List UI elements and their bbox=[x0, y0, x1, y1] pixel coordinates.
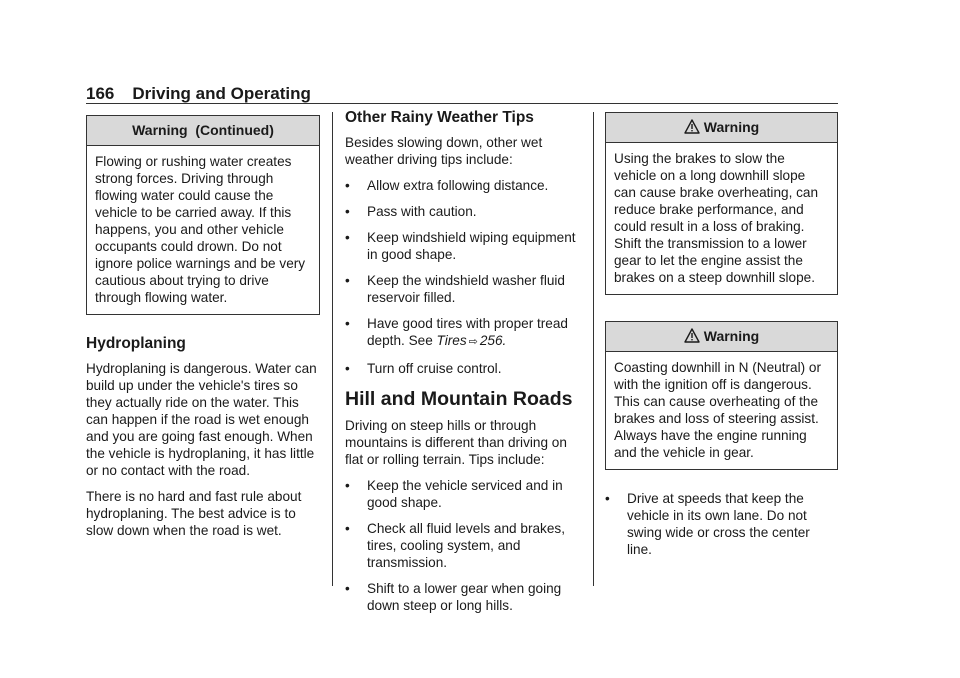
bullet: • bbox=[345, 478, 350, 493]
page-ref-arrow-icon: ⇨ bbox=[468, 336, 478, 348]
column-1 bbox=[86, 115, 320, 548]
warning-continued-box bbox=[86, 115, 320, 315]
list-item: • Keep the vehicle serviced and in good shape. bbox=[345, 478, 563, 510]
bullet: • bbox=[345, 273, 350, 288]
list-item: • Have good tires with proper tread depth. See Tires ⇨ 256. bbox=[345, 316, 568, 348]
bullet: • bbox=[345, 581, 350, 596]
tires-link[interactable]: Tires bbox=[436, 333, 467, 348]
warning-box-coasting bbox=[605, 321, 838, 470]
column-3 bbox=[605, 112, 838, 567]
page-number: 166 bbox=[86, 84, 115, 103]
hydroplaning-paragraph-2: There is no hard and fast rule about hydroplaning. The best advice is to slow down when the road is wet. bbox=[86, 489, 302, 538]
hill-mountain-heading: Hill and Mountain Roads bbox=[345, 388, 573, 410]
column-2 bbox=[345, 109, 581, 623]
bullet: • bbox=[345, 521, 350, 536]
warning-text-coasting: Coasting downhill in N (Neutral) or with the ignition off is dangerous. This can cause overheating of the brakes and loss of steering assist. Always have the engine running and the vehicle in gear. bbox=[614, 360, 822, 460]
warning-box-brakes bbox=[605, 112, 838, 295]
hydroplaning-paragraph-1: Hydroplaning is dangerous. Water can build up under the vehicle's tires so they actually ride on the water. This can happen if the road is wet enough and you are going fast enough. When the vehicle is hydroplaning, it has little or no contact with the road. bbox=[86, 361, 317, 478]
rainy-tips-intro: Besides slowing down, other wet weather driving tips include: bbox=[345, 135, 543, 167]
bullet: • bbox=[345, 178, 350, 193]
warning-triangle-icon bbox=[684, 328, 700, 343]
warning-title-coasting: Warning bbox=[606, 322, 837, 352]
bullet: • bbox=[345, 204, 350, 219]
tires-page-ref[interactable]: 256. bbox=[479, 333, 507, 348]
warning-continued-title: Warning (Continued) bbox=[87, 116, 319, 146]
list-item: • Turn off cruise control. bbox=[345, 361, 502, 376]
bullet: • bbox=[345, 361, 350, 376]
list-item: • Shift to a lower gear when going down steep or long hills. bbox=[345, 581, 562, 613]
hydroplaning-heading: Hydroplaning bbox=[86, 335, 186, 352]
warning-text-brakes: Using the brakes to slow the vehicle on a long downhill slope can cause brake overheating, can reduce brake performance, and could result in a loss of braking. Shift the transmission to a lower gear to let the engine assist the brakes on a steep downhill slope. bbox=[614, 151, 819, 285]
list-item: • Allow extra following distance. bbox=[345, 178, 549, 193]
page-header bbox=[86, 84, 838, 104]
list-item: • Pass with caution. bbox=[345, 204, 477, 219]
hill-intro: Driving on steep hills or through mountains is different than driving on flat or rolling terrain. Tips include: bbox=[345, 418, 567, 467]
warning-continued-text: Flowing or rushing water creates strong forces. Driving through flowing water could cause the vehicle to be carried away. If this happens, you and other vehicle occupants could drown. Do not ignore police warnings and be very cautious about trying to drive through flowing water. bbox=[95, 154, 306, 305]
warning-title-brakes: Warning bbox=[606, 113, 837, 143]
bullet: • bbox=[345, 316, 350, 331]
bullet: • bbox=[605, 491, 610, 506]
rainy-tips-heading: Other Rainy Weather Tips bbox=[345, 109, 534, 126]
section-title: Driving and Operating bbox=[132, 84, 311, 103]
rainy-tips-list bbox=[345, 177, 581, 377]
header-rule bbox=[86, 103, 838, 104]
warning-triangle-icon bbox=[684, 119, 700, 134]
list-item: • Keep windshield wiping equipment in good shape. bbox=[345, 230, 576, 262]
speed-tips-list bbox=[605, 490, 838, 558]
list-item: • Drive at speeds that keep the vehicle in its own lane. Do not swing wide or cross the center line. bbox=[605, 491, 810, 557]
hill-tips-list bbox=[345, 477, 581, 614]
bullet: • bbox=[345, 230, 350, 245]
column-divider-1 bbox=[332, 112, 333, 586]
list-item: • Check all fluid levels and brakes, tires, cooling system, and transmission. bbox=[345, 521, 565, 570]
list-item: • Keep the windshield washer fluid reservoir filled. bbox=[345, 273, 565, 305]
column-divider-2 bbox=[593, 112, 594, 586]
